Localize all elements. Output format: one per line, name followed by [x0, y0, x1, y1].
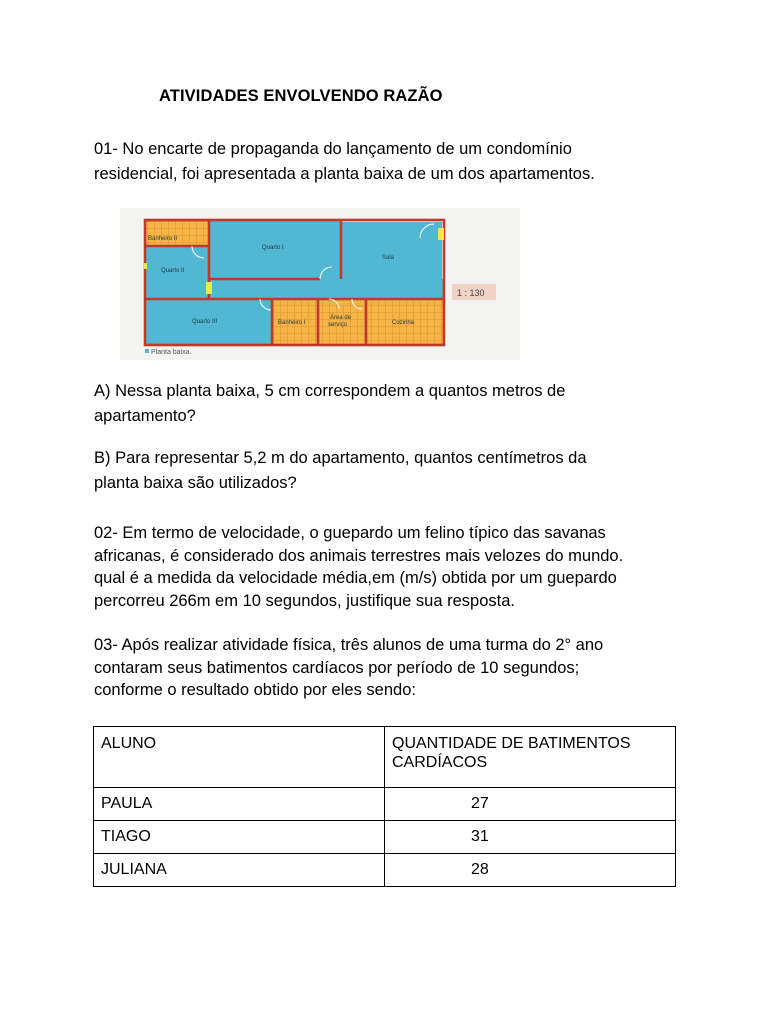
label-quarto-1: Quarto I: [262, 245, 284, 251]
page-title: ATIVIDADES ENVOLVENDO RAZÃO: [159, 87, 443, 105]
table-row: [94, 788, 676, 821]
label-banheiro-1: Banheiro I: [278, 320, 306, 326]
question-1b: [94, 446, 694, 496]
text-line: 02- Em termo de velocidade, o guepardo um felino típico das savanas: [94, 524, 606, 542]
cell-name: TIAGO: [94, 821, 385, 854]
text-line: contaram seus batimentos cardíacos por período de 10 segundos;: [94, 658, 580, 677]
label-sala: Sala: [382, 255, 395, 261]
text-line: percorreu 266m em 10 segundos, justifique sua resposta.: [94, 591, 515, 610]
plan-caption: Planta baixa.: [151, 349, 192, 356]
text-line: residencial, foi apresentada a planta baixa de um dos apartamentos.: [94, 165, 595, 183]
text-line: planta baixa são utilizados?: [94, 474, 297, 492]
text-line: 03- Após realizar atividade física, três alunos de uma turma do 2° ano: [94, 636, 604, 654]
header-aluno: ALUNO: [94, 727, 385, 788]
question-1a: [94, 379, 694, 429]
label-cozinha: Cozinha: [392, 320, 415, 326]
text-line: qual é a medida da velocidade média,em (m/s) obtida por um guepardo: [94, 569, 617, 587]
cell-value: 28: [385, 854, 676, 887]
text-line: A) Nessa planta baixa, 5 cm correspondem a quantos metros de: [94, 382, 566, 400]
floor-plan: [120, 208, 520, 360]
question-3-text: [94, 634, 694, 702]
table-header-row: [94, 727, 676, 788]
cell-name: JULIANA: [94, 854, 385, 887]
scale-label: 1 : 130: [457, 288, 485, 298]
cell-value: 27: [385, 788, 676, 821]
label-area-servico-2: serviço: [328, 322, 348, 328]
header-batimentos: [385, 727, 676, 788]
header-batimentos-line1: QUANTIDADE DE BATIMENTOS: [392, 735, 631, 752]
label-banheiro-2: Banheiro II: [148, 236, 178, 242]
cell-value: 31: [385, 821, 676, 854]
question-1-text: [94, 137, 694, 187]
label-area-servico-1: Área de: [330, 315, 352, 321]
cell-name: PAULA: [94, 788, 385, 821]
heartbeat-table: [93, 726, 676, 887]
hall-floor: [209, 279, 444, 299]
label-quarto-2: Quarto II: [161, 268, 185, 274]
question-2-text: [94, 522, 694, 612]
text-line: apartamento?: [94, 407, 196, 425]
table-row: [94, 821, 676, 854]
table-row: [94, 854, 676, 887]
label-quarto-3: Quarto III: [192, 319, 218, 325]
text-line: B) Para representar 5,2 m do apartamento, quantos centímetros da: [94, 449, 587, 467]
text-line: africanas, é considerado dos animais terrestres mais velozes do mundo.: [94, 546, 624, 565]
banheiro-2-floor: [145, 220, 209, 246]
header-batimentos-line2: CARDÍACOS: [392, 754, 488, 771]
text-line: 01- No encarte de propaganda do lançamento de um condomínio: [94, 140, 572, 158]
text-line: conforme o resultado obtido por eles sendo:: [94, 681, 416, 699]
